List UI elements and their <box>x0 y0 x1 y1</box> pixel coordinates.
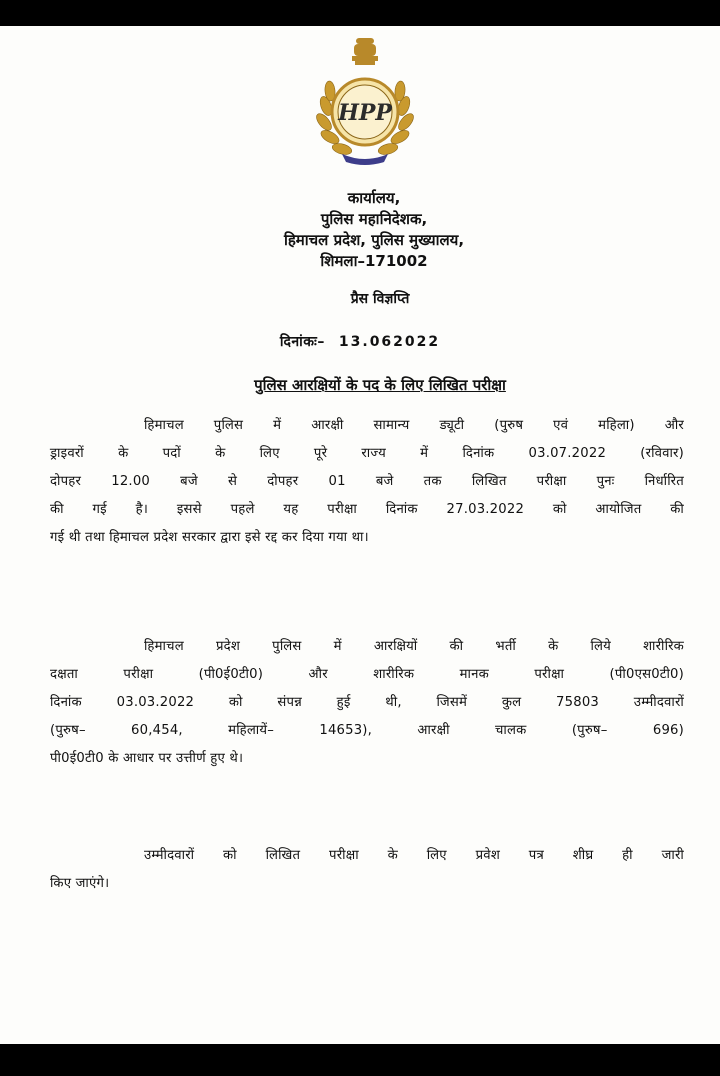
text-line: (पुरुष– 60,454, महिलायें– 14653), आरक्षी चालक (पुरुष– 696) <box>50 723 684 738</box>
text-line: हिमाचल पुलिस में आरक्षी सामान्य ड्यूटी (पुरुष एवं महिला) और <box>144 418 684 433</box>
paragraph-1 <box>50 412 684 552</box>
text-line: दक्षता परीक्षा (पी0ई0टी0) और शारीरिक मानक परीक्षा (पी0एस0टी0) <box>50 667 684 682</box>
office-line: हिमाचल प्रदेश, पुलिस मुख्यालय, <box>283 231 465 249</box>
office-line: पुलिस महानिदेशक, <box>320 210 428 228</box>
text-line: हिमाचल प्रदेश पुलिस में आरक्षियों की भर्ती के लिये शारीरिक <box>144 639 684 654</box>
text-line: दोपहर 12.00 बजे से दोपहर 01 बजे तक लिखित परीक्षा पुनः निर्धारित <box>50 474 684 489</box>
text-line: उम्मीदवारों को लिखित परीक्षा के लिए प्रवेश पत्र शीघ्र ही जारी <box>144 848 684 863</box>
office-line: कार्यालय, <box>347 189 401 207</box>
office-address <box>0 188 720 272</box>
release-date <box>0 332 720 351</box>
text-line: की गई है। इससे पहले यह परीक्षा दिनांक 27.03.2022 को आयोजित की <box>50 502 684 517</box>
press-release-document <box>0 26 720 1044</box>
paragraph-2 <box>50 633 684 773</box>
text-line: पी0ई0टी0 के आधार पर उत्तीर्ण हुए थे। <box>50 751 244 766</box>
text-line: ड्राइवरों के पदों के लिए पूरे राज्य में दिनांक 03.07.2022 (रविवार) <box>50 446 684 461</box>
text-line: दिनांक 03.03.2022 को संपन्न हुई थी, जिसमें कुल 75803 उम्मीदवारों <box>50 695 684 710</box>
text-line: गई थी तथा हिमाचल प्रदेश सरकार द्वारा इसे रद्द कर दिया गया था। <box>50 530 369 545</box>
subject-heading: पुलिस आरक्षियों के पद के लिए लिखित परीक्षा <box>254 376 506 394</box>
text-line: किए जाएंगे। <box>50 876 110 891</box>
top-black-bar <box>0 0 720 26</box>
date-value: 13.062022 <box>338 334 441 350</box>
svg-text:HPP: HPP <box>338 100 392 126</box>
paragraph-3 <box>50 842 684 898</box>
office-line: शिमला–171002 <box>320 252 428 270</box>
bottom-black-bar <box>0 1044 720 1076</box>
press-release-heading: प्रैस विज्ञप्ति <box>350 291 410 307</box>
date-label: दिनांकः– <box>279 334 325 350</box>
hp-police-emblem-icon <box>312 36 418 168</box>
